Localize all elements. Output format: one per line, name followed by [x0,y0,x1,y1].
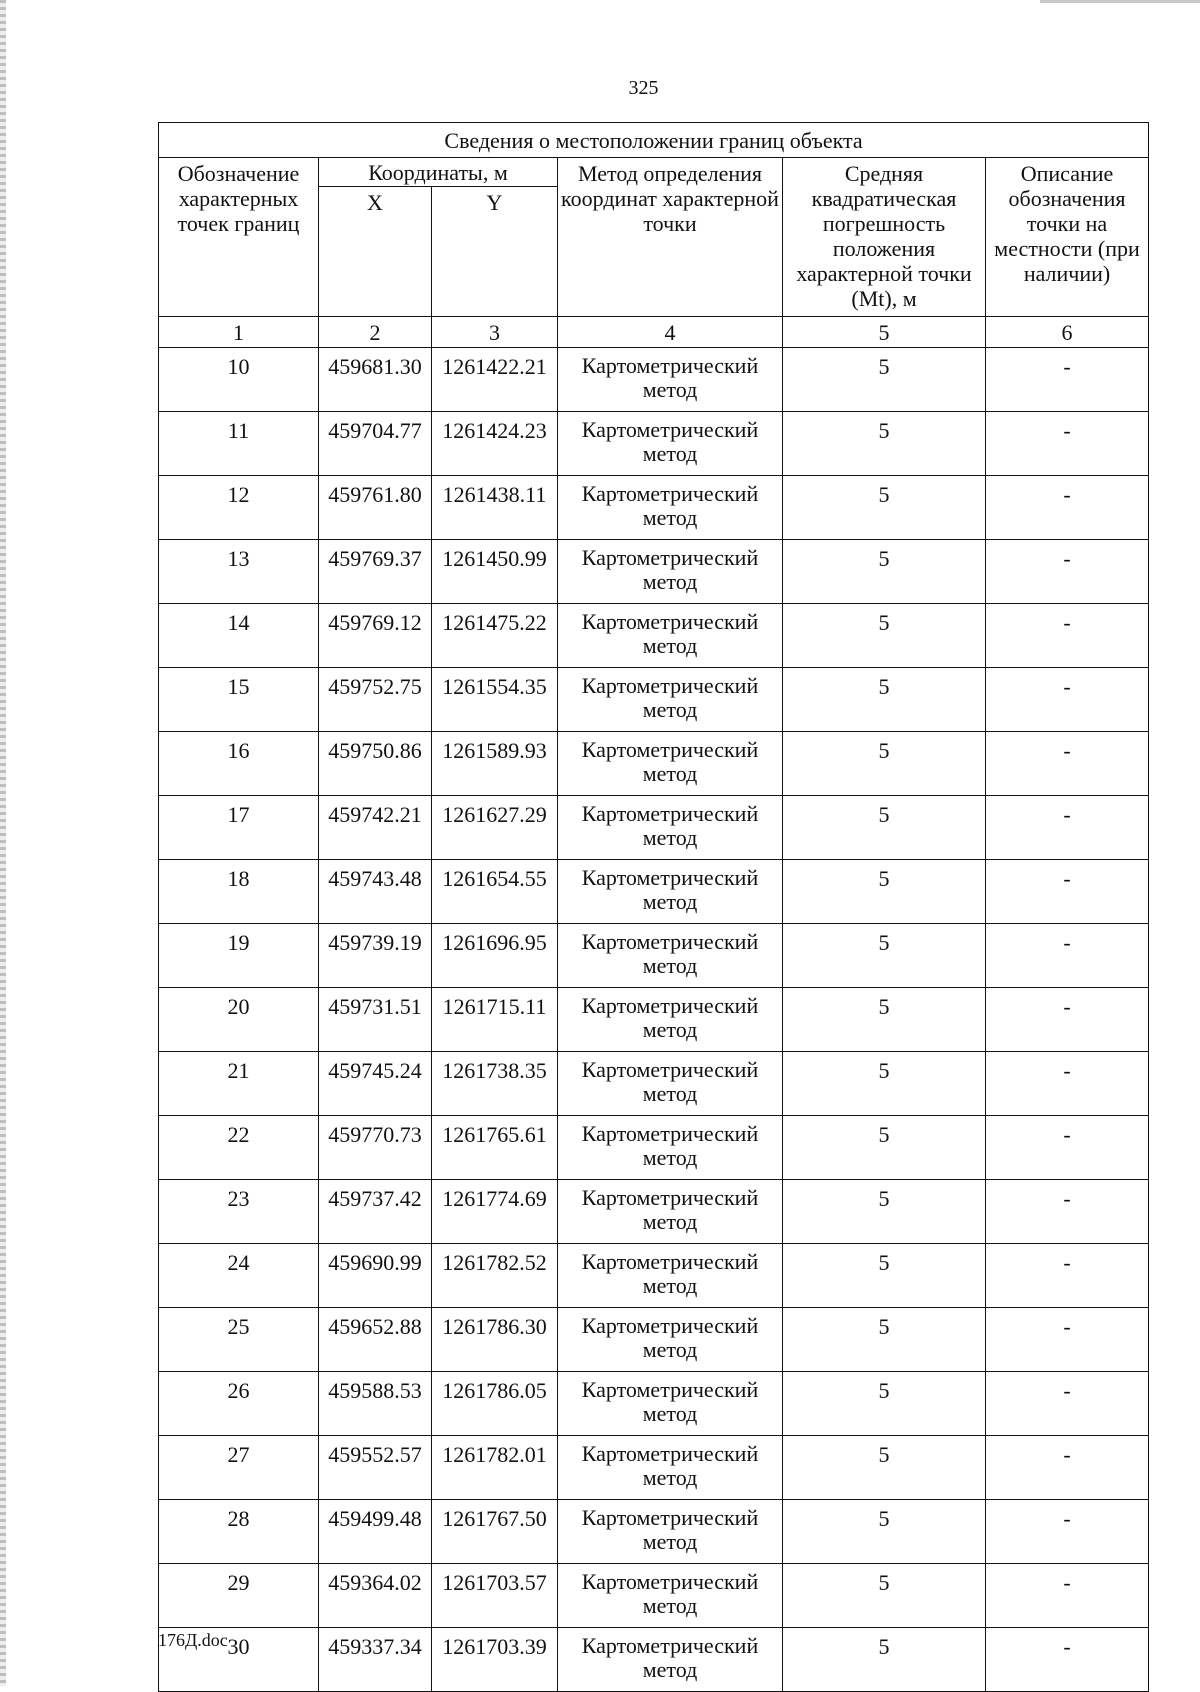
cell-y: 1261627.29 [432,796,558,860]
table-row [159,348,1149,412]
header-method: Метод определения координат характерной точки [558,158,783,317]
cell-method: Картометрический метод [558,476,783,540]
table-row [159,1500,1149,1564]
cell-point: 18 [159,860,319,924]
cell-x: 459552.57 [319,1436,432,1500]
cell-description: - [986,1436,1149,1500]
cell-y: 1261738.35 [432,1052,558,1116]
cell-method: Картометрический метод [558,1180,783,1244]
cell-x: 459337.34 [319,1628,432,1692]
column-number: 6 [986,317,1149,348]
cell-x: 459743.48 [319,860,432,924]
cell-accuracy: 5 [783,1500,986,1564]
boundary-coordinates-table [158,122,1149,1692]
cell-description: - [986,1052,1149,1116]
header-accuracy: Средняя квадратическая погрешность положения характерной точки (Mt), м [783,158,986,317]
cell-point: 17 [159,796,319,860]
table-row [159,1436,1149,1500]
cell-accuracy: 5 [783,1116,986,1180]
cell-point: 19 [159,924,319,988]
cell-x: 459769.37 [319,540,432,604]
table-title-row [159,123,1149,158]
cell-method: Картометрический метод [558,412,783,476]
cell-point: 30 [159,1628,319,1692]
cell-x: 459752.75 [319,668,432,732]
table-row [159,988,1149,1052]
cell-x: 459499.48 [319,1500,432,1564]
header-x: X [319,187,432,317]
table-row [159,1564,1149,1628]
column-number: 3 [432,317,558,348]
cell-y: 1261475.22 [432,604,558,668]
cell-accuracy: 5 [783,1436,986,1500]
cell-method: Картометрический метод [558,1372,783,1436]
cell-method: Картометрический метод [558,1116,783,1180]
cell-point: 24 [159,1244,319,1308]
cell-accuracy: 5 [783,476,986,540]
cell-x: 459745.24 [319,1052,432,1116]
table-title: Сведения о местоположении границ объекта [159,123,1149,158]
cell-point: 26 [159,1372,319,1436]
cell-accuracy: 5 [783,796,986,860]
cell-method: Картометрический метод [558,604,783,668]
table-row [159,1052,1149,1116]
cell-y: 1261782.01 [432,1436,558,1500]
cell-description: - [986,668,1149,732]
cell-accuracy: 5 [783,860,986,924]
scan-edge-top [1040,0,1200,3]
cell-description: - [986,796,1149,860]
cell-accuracy: 5 [783,1628,986,1692]
cell-point: 29 [159,1564,319,1628]
cell-method: Картометрический метод [558,1628,783,1692]
cell-point: 14 [159,604,319,668]
cell-x: 459364.02 [319,1564,432,1628]
cell-method: Картометрический метод [558,348,783,412]
table-row [159,1628,1149,1692]
cell-method: Картометрический метод [558,860,783,924]
cell-accuracy: 5 [783,1308,986,1372]
header-coords: Координаты, м [319,158,558,187]
cell-accuracy: 5 [783,1244,986,1308]
cell-accuracy: 5 [783,604,986,668]
table-row [159,1308,1149,1372]
cell-method: Картометрический метод [558,668,783,732]
column-number: 2 [319,317,432,348]
cell-accuracy: 5 [783,988,986,1052]
cell-y: 1261438.11 [432,476,558,540]
cell-y: 1261589.93 [432,732,558,796]
cell-method: Картометрический метод [558,924,783,988]
cell-accuracy: 5 [783,668,986,732]
cell-description: - [986,1244,1149,1308]
table-row [159,668,1149,732]
cell-description: - [986,1564,1149,1628]
cell-y: 1261703.39 [432,1628,558,1692]
cell-x: 459761.80 [319,476,432,540]
cell-method: Картометрический метод [558,1500,783,1564]
cell-x: 459770.73 [319,1116,432,1180]
table-header-row [159,158,1149,187]
cell-description: - [986,1116,1149,1180]
table-row [159,1116,1149,1180]
cell-method: Картометрический метод [558,1308,783,1372]
cell-x: 459769.12 [319,604,432,668]
cell-y: 1261450.99 [432,540,558,604]
cell-x: 459739.19 [319,924,432,988]
table-row [159,540,1149,604]
table-row [159,860,1149,924]
table-row [159,476,1149,540]
cell-x: 459652.88 [319,1308,432,1372]
cell-x: 459690.99 [319,1244,432,1308]
cell-accuracy: 5 [783,732,986,796]
cell-method: Картометрический метод [558,1436,783,1500]
cell-description: - [986,860,1149,924]
cell-y: 1261765.61 [432,1116,558,1180]
cell-method: Картометрический метод [558,540,783,604]
cell-point: 23 [159,1180,319,1244]
cell-description: - [986,924,1149,988]
table-row [159,1372,1149,1436]
table-row [159,796,1149,860]
cell-y: 1261774.69 [432,1180,558,1244]
cell-point: 11 [159,412,319,476]
cell-point: 27 [159,1436,319,1500]
cell-accuracy: 5 [783,348,986,412]
cell-point: 10 [159,348,319,412]
header-y: Y [432,187,558,317]
cell-point: 25 [159,1308,319,1372]
cell-y: 1261654.55 [432,860,558,924]
table-row [159,412,1149,476]
table-row [159,1244,1149,1308]
header-description: Описание обозначения точки на местности (при наличии) [986,158,1149,317]
cell-y: 1261554.35 [432,668,558,732]
column-number: 5 [783,317,986,348]
cell-point: 28 [159,1500,319,1564]
cell-description: - [986,604,1149,668]
cell-x: 459704.77 [319,412,432,476]
cell-x: 459750.86 [319,732,432,796]
cell-point: 13 [159,540,319,604]
cell-description: - [986,476,1149,540]
cell-accuracy: 5 [783,1564,986,1628]
cell-y: 1261422.21 [432,348,558,412]
table-row [159,1180,1149,1244]
cell-y: 1261424.23 [432,412,558,476]
table-row [159,924,1149,988]
cell-y: 1261786.05 [432,1372,558,1436]
cell-accuracy: 5 [783,540,986,604]
table-row [159,604,1149,668]
cell-y: 1261786.30 [432,1308,558,1372]
cell-description: - [986,1180,1149,1244]
cell-description: - [986,412,1149,476]
cell-description: - [986,1500,1149,1564]
cell-point: 20 [159,988,319,1052]
cell-accuracy: 5 [783,924,986,988]
cell-x: 459737.42 [319,1180,432,1244]
cell-point: 12 [159,476,319,540]
cell-y: 1261696.95 [432,924,558,988]
column-number: 1 [159,317,319,348]
header-point: Обозначение характерных точек границ [159,158,319,317]
cell-method: Картометрический метод [558,796,783,860]
column-number-row [159,317,1149,348]
cell-method: Картометрический метод [558,1564,783,1628]
cell-accuracy: 5 [783,1052,986,1116]
cell-point: 16 [159,732,319,796]
cell-x: 459588.53 [319,1372,432,1436]
column-number: 4 [558,317,783,348]
cell-method: Картометрический метод [558,1244,783,1308]
cell-point: 22 [159,1116,319,1180]
cell-y: 1261715.11 [432,988,558,1052]
cell-description: - [986,1308,1149,1372]
cell-description: - [986,348,1149,412]
cell-accuracy: 5 [783,412,986,476]
cell-description: - [986,540,1149,604]
cell-accuracy: 5 [783,1180,986,1244]
cell-point: 15 [159,668,319,732]
table-body [159,348,1149,1692]
scan-edge-left [0,0,6,1686]
cell-point: 21 [159,1052,319,1116]
cell-y: 1261767.50 [432,1500,558,1564]
footer-filename: 176Д.doc [158,1630,228,1650]
cell-method: Картометрический метод [558,988,783,1052]
table-row [159,732,1149,796]
cell-y: 1261782.52 [432,1244,558,1308]
cell-y: 1261703.57 [432,1564,558,1628]
cell-method: Картометрический метод [558,1052,783,1116]
page-number: 325 [628,77,659,99]
cell-method: Картометрический метод [558,732,783,796]
cell-x: 459742.21 [319,796,432,860]
cell-accuracy: 5 [783,1372,986,1436]
cell-x: 459681.30 [319,348,432,412]
cell-description: - [986,1372,1149,1436]
cell-description: - [986,1628,1149,1692]
cell-description: - [986,732,1149,796]
cell-description: - [986,988,1149,1052]
cell-x: 459731.51 [319,988,432,1052]
